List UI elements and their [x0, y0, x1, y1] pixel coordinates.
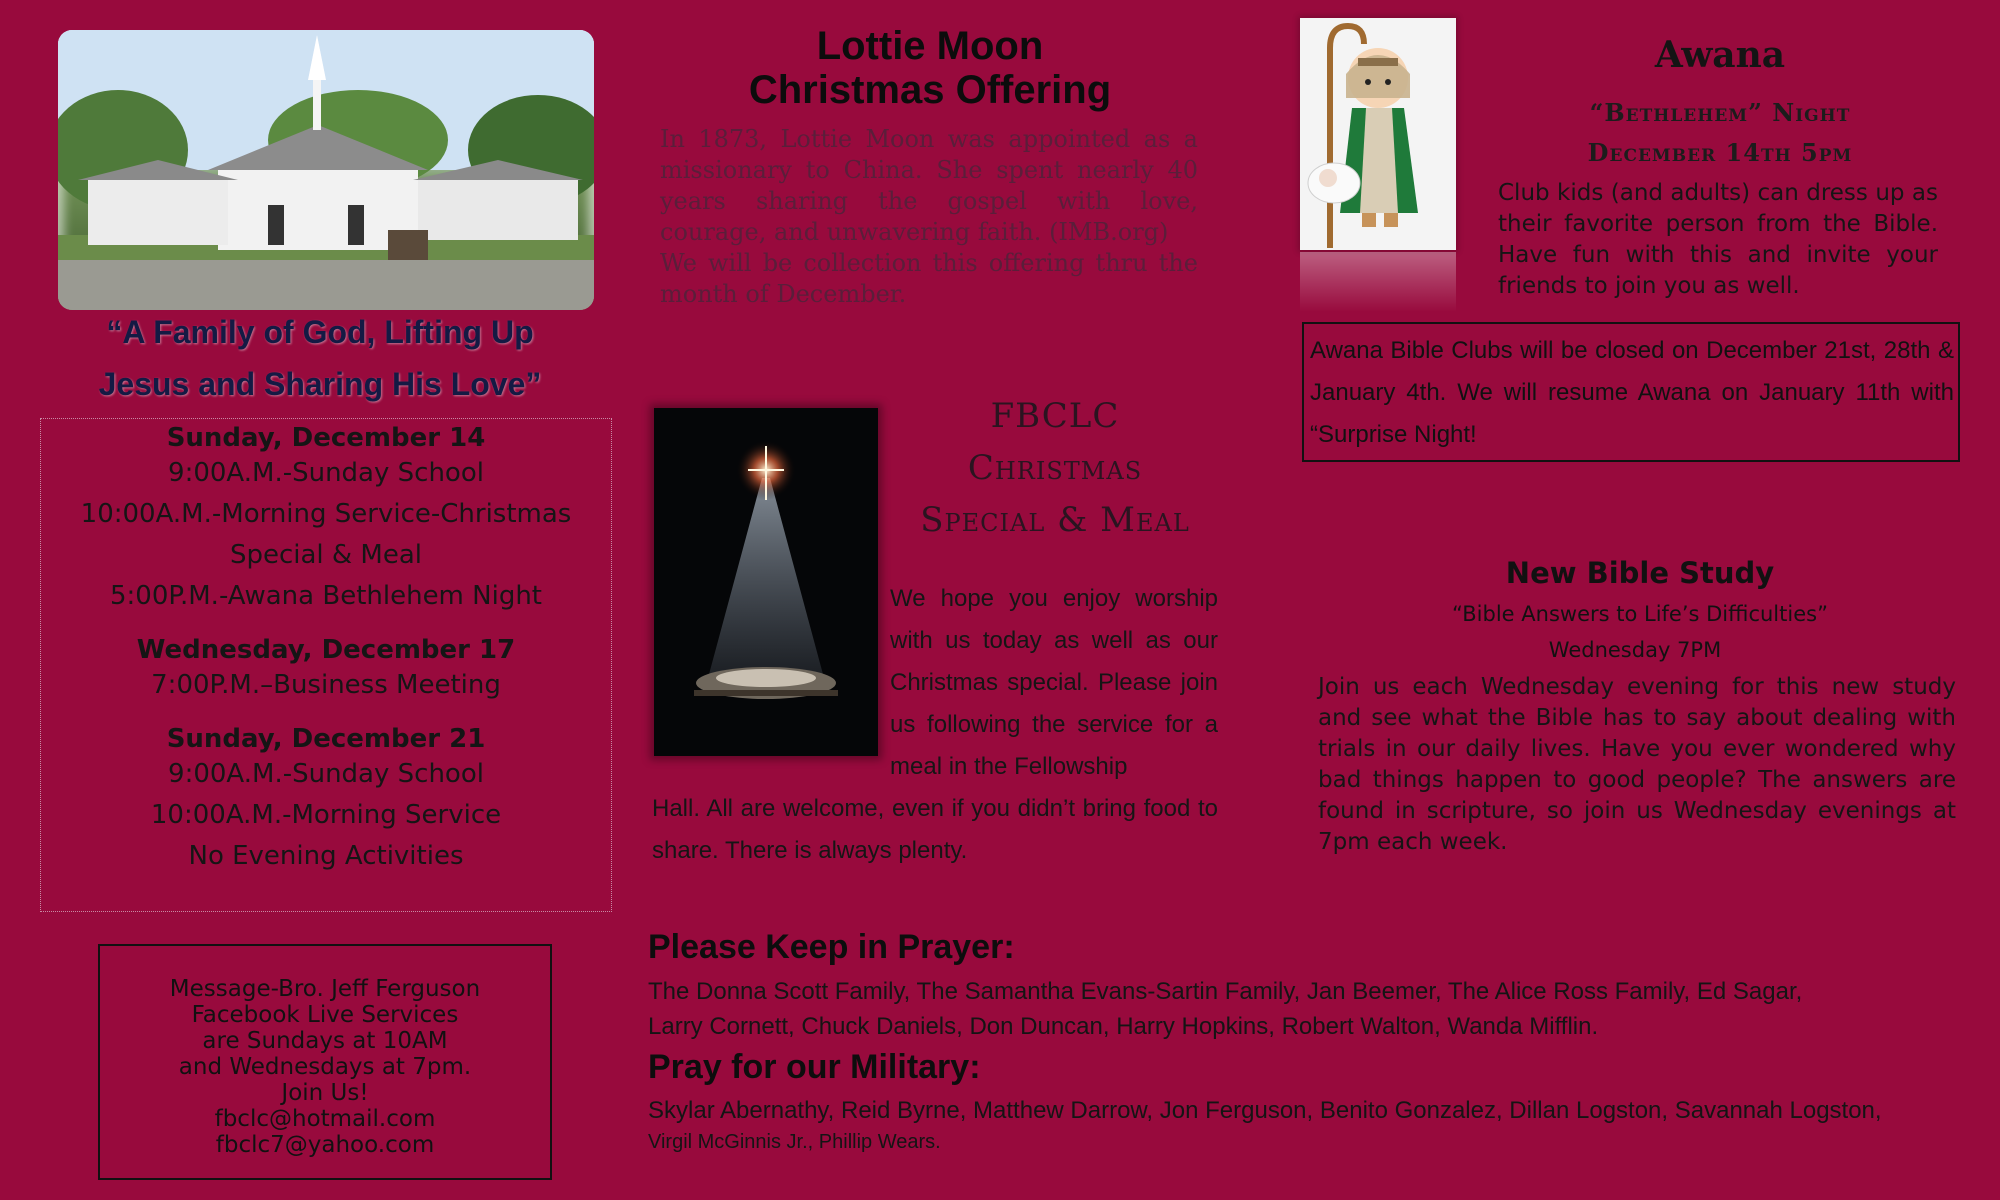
nativity-star-image	[654, 408, 878, 756]
schedule-item: 7:00P.M.–Business Meeting	[151, 670, 501, 700]
church-photo	[58, 30, 594, 310]
christmas-special-body-continued: Hall. All are welcome, even if you didn’t bring food to share. There is always plenty.	[652, 795, 1218, 864]
schedule-item: 9:00A.M.-Sunday School	[168, 458, 484, 488]
bible-study-description: Join us each Wednesday evening for this new study and see what the Bible has to say about dealing with trials in our daily lives. Have you ever wondered why bad things happen to good people? The answers are found in scripture, so join us Wednesday evenings at 7pm each week.	[1318, 674, 1956, 855]
schedule-item: Special & Meal	[229, 540, 423, 570]
christmas-special-title-line-1: FBCLC	[990, 396, 1120, 436]
bible-study-time: Wednesday 7PM	[1548, 638, 1722, 662]
lottie-moon-body	[660, 124, 1198, 310]
prayer-list-line: Larry Cornett, Chuck Daniels, Don Duncan, Harry Hopkins, Robert Walton, Wanda Mifflin.	[648, 1013, 1599, 1040]
schedule-day-heading: Sunday, December 21	[166, 724, 486, 754]
shepherd-illustration	[1300, 18, 1456, 250]
prayer-list-line: The Donna Scott Family, The Samantha Evans-Sartin Family, Jan Beemer, The Alice Ross Family, Ed Sagar,	[648, 978, 1803, 1005]
schedule-item: 9:00A.M.-Sunday School	[168, 759, 484, 789]
info-line: are Sundays at 10AM	[202, 1028, 448, 1054]
awana-title: Awana	[1654, 34, 1786, 76]
info-line: Join Us!	[281, 1080, 369, 1106]
schedule-day-heading: Wednesday, December 17	[136, 635, 516, 665]
awana-closed-notice: Awana Bible Clubs will be closed on December 21st, 28th & January 4th. We will resume Awana on January 11th with “Surprise Night!	[1302, 322, 1960, 462]
church-motto-line-1: “A Family of God, Lifting Up	[106, 314, 534, 350]
schedule-item: 10:00A.M.-Morning Service	[150, 800, 502, 830]
email-link: fbclc@hotmail.com	[214, 1106, 436, 1132]
info-line: Facebook Live Services	[191, 1002, 459, 1028]
lottie-moon-paragraph: In 1873, Lottie Moon was appointed as a missionary to China. She spent nearly 40 years sharing the gospel with love, courage, and unwavering faith. (IMB.org)	[660, 125, 1198, 246]
christmas-special-title-line-2: Christmas	[967, 448, 1143, 488]
weekly-schedule	[40, 418, 612, 912]
awana-event-name: “Bethlehem” Night	[1589, 98, 1851, 127]
bible-study-title: New Bible Study	[1505, 556, 1775, 590]
lottie-moon-title-line-1: Lottie Moon	[816, 24, 1044, 68]
schedule-item: 5:00P.M.-Awana Bethlehem Night	[109, 581, 543, 611]
email-link: fbclc7@yahoo.com	[215, 1132, 435, 1158]
christmas-special-title-line-3: Special & Meal	[920, 500, 1190, 540]
bible-study-subtitle: “Bible Answers to Life’s Difficulties”	[1452, 602, 1828, 626]
info-line: Message-Bro. Jeff Ferguson	[169, 976, 481, 1002]
contact-info-box	[98, 944, 552, 1180]
awana-event-date: December 14th 5pm	[1587, 138, 1853, 167]
schedule-item: No Evening Activities	[188, 841, 464, 871]
info-line: and Wednesdays at 7pm.	[178, 1054, 472, 1080]
military-prayer-line: Virgil McGinnis Jr., Phillip Wears.	[648, 1131, 941, 1153]
military-prayer-line: Skylar Abernathy, Reid Byrne, Matthew Darrow, Jon Ferguson, Benito Gonzalez, Dillan Logston, Savannah Logston,	[648, 1097, 1882, 1124]
awana-description: Club kids (and adults) can dress up as their favorite person from the Bible. Have fun with this and invite your friends to join you as well.	[1498, 180, 1938, 299]
military-prayer-title: Pray for our Military:	[648, 1048, 981, 1086]
lottie-moon-title-line-2: Christmas Offering	[748, 68, 1112, 112]
schedule-day-heading: Sunday, December 14	[166, 423, 486, 453]
lottie-moon-paragraph: We will be collection this offering thru the month of December.	[660, 249, 1198, 308]
prayer-list-title: Please Keep in Prayer:	[648, 928, 1015, 966]
schedule-item: 10:00A.M.-Morning Service-Christmas	[80, 499, 572, 529]
christmas-special-body: We hope you enjoy worship with us today as well as our Christmas special. Please join us following the service for a meal in the Fellowship	[890, 585, 1218, 780]
church-motto-line-2: Jesus and Sharing His Love”	[98, 366, 542, 402]
shepherd-reflection	[1300, 252, 1456, 312]
